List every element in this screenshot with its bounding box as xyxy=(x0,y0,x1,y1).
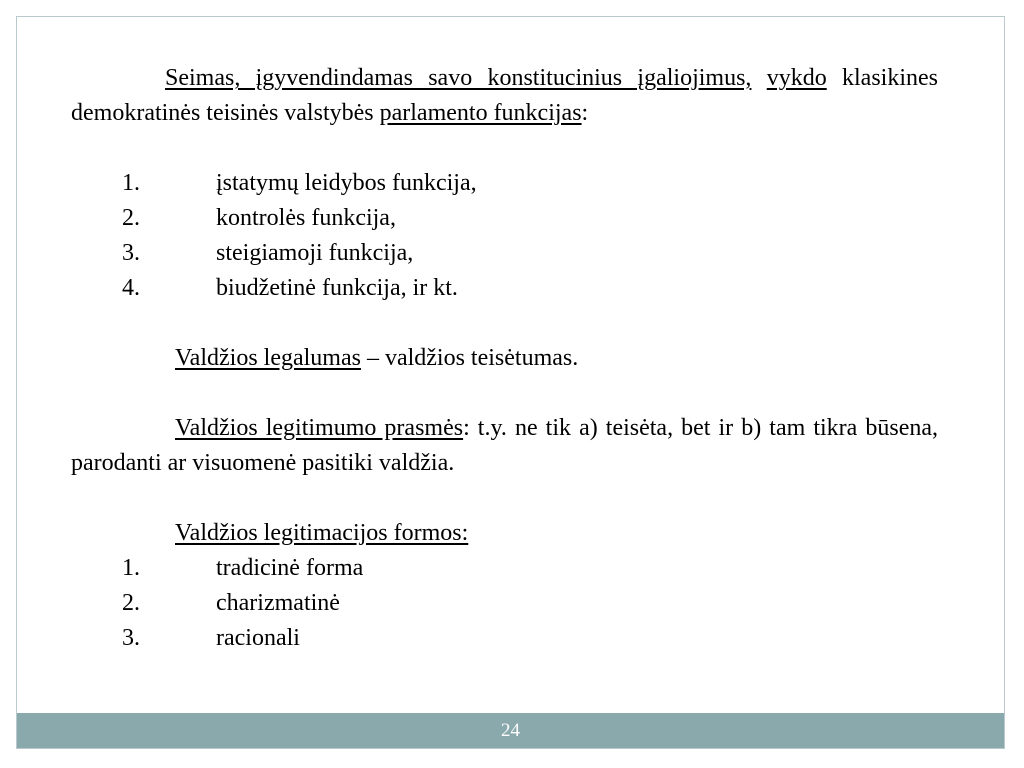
forms-list xyxy=(71,551,938,656)
list-text: kontrolės funkcija, xyxy=(216,205,396,231)
list-number: 2. xyxy=(122,205,140,231)
list-number: 4. xyxy=(122,275,140,301)
forms-heading: Valdžios legitimacijos formos: xyxy=(175,520,469,546)
legitimumas-definition: : t.y. ne tik a) teisėta, bet ir b) tam tikra būsena, parodanti ar visuomenė pasitiki valdžia. xyxy=(71,415,938,476)
parliament-functions-phrase: parlamento funkcijas xyxy=(379,100,582,126)
forms-heading-paragraph xyxy=(71,516,938,551)
legalumas-paragraph xyxy=(71,341,938,376)
list-item xyxy=(71,201,938,236)
list-item xyxy=(71,586,938,621)
legalumas-definition: – valdžios teisėtumas. xyxy=(360,345,579,371)
legitimumas-term: Valdžios legitimumo prasmės xyxy=(175,415,464,441)
slide-content xyxy=(71,61,938,656)
legitimumas-paragraph xyxy=(71,411,938,481)
intro-paragraph xyxy=(71,61,938,131)
list-number: 3. xyxy=(122,625,140,651)
list-text: racionali xyxy=(216,625,300,651)
slide xyxy=(16,16,1005,749)
list-text: įstatymų leidybos funkcija, xyxy=(216,170,477,196)
list-item xyxy=(71,166,938,201)
list-item xyxy=(71,621,938,656)
vykdo-word: vykdo xyxy=(766,65,827,91)
intro-middle: klasikines demokratinės teisinės valstybės xyxy=(71,65,939,126)
list-item xyxy=(71,271,938,306)
list-item xyxy=(71,236,938,271)
list-item xyxy=(71,551,938,586)
page-number: 24 xyxy=(501,720,520,741)
list-text: tradicinė forma xyxy=(216,555,364,581)
list-text: biudžetinė funkcija, ir kt. xyxy=(216,275,458,301)
list-number: 1. xyxy=(122,555,140,581)
legalumas-term: Valdžios legalumas xyxy=(175,345,361,371)
list-text: steigiamoji funkcija, xyxy=(216,240,414,266)
functions-list xyxy=(71,166,938,306)
intro-colon: : xyxy=(581,100,589,126)
list-number: 1. xyxy=(122,170,140,196)
list-number: 2. xyxy=(122,590,140,616)
list-text: charizmatinė xyxy=(216,590,340,616)
list-number: 3. xyxy=(122,240,140,266)
seimas-phrase: Seimas, įgyvendindamas savo konstitucinius įgaliojimus, xyxy=(165,65,752,91)
footer-bar xyxy=(17,713,1004,748)
